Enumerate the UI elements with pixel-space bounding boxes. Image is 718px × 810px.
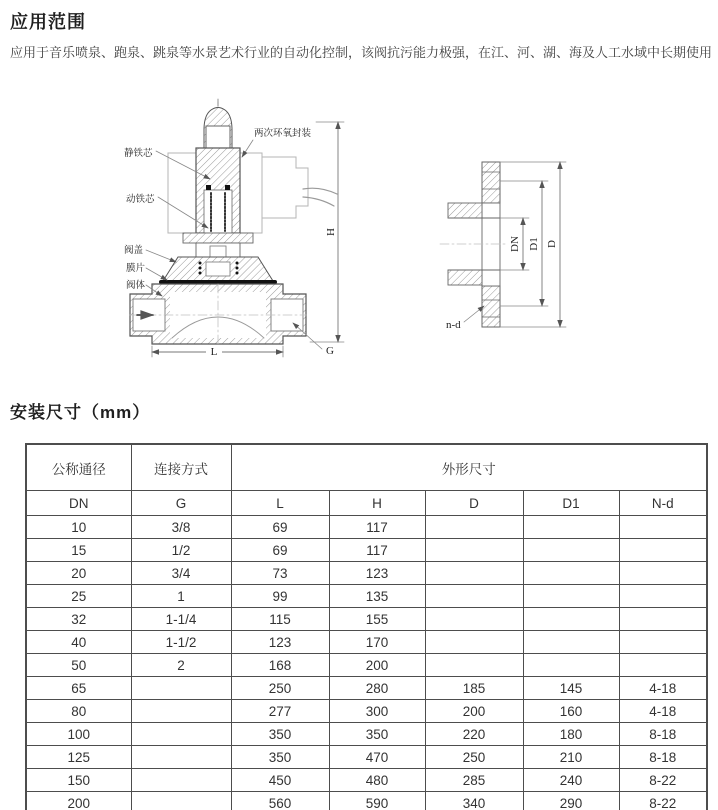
- table-cell: 8-18: [619, 723, 707, 746]
- table-cell: 25: [26, 585, 131, 608]
- table-row: [26, 700, 707, 723]
- table-row: [26, 608, 707, 631]
- table-cell: 285: [425, 769, 523, 792]
- table-cell: 1-1/4: [131, 608, 231, 631]
- table-cell: [619, 562, 707, 585]
- table-cell: 8-22: [619, 792, 707, 810]
- table-cell: 200: [26, 792, 131, 810]
- header-d1: D1: [523, 491, 619, 516]
- table-cell: 185: [425, 677, 523, 700]
- header-d: D: [425, 491, 523, 516]
- solenoid-valve-section-view: [124, 99, 344, 358]
- table-cell: [523, 608, 619, 631]
- table-cell: [131, 700, 231, 723]
- label-bonnet: 阀盖: [124, 245, 144, 256]
- label-diaphragm: 膜片: [126, 263, 146, 274]
- header-dn: DN: [26, 491, 131, 516]
- application-description: 应用于音乐喷泉、跑泉、跳泉等水景艺术行业的自动化控制，该阀抗污能力极强，在江、河、湖、海及人工水域中长期使用: [10, 45, 713, 60]
- table-row: [26, 654, 707, 677]
- label-epoxy-encapsulation: 两次环氧封装: [254, 128, 312, 139]
- table-cell: [523, 631, 619, 654]
- table-cell: 50: [26, 654, 131, 677]
- table-cell: 73: [231, 562, 329, 585]
- header-g: G: [131, 491, 231, 516]
- table-row: [26, 769, 707, 792]
- table-cell: 4-18: [619, 677, 707, 700]
- label-valve-body: 阀体: [126, 280, 146, 291]
- table-cell: 117: [329, 516, 425, 539]
- section-title-dimensions: 安装尺寸（mm）: [10, 403, 151, 422]
- table-cell: 450: [231, 769, 329, 792]
- table-cell: [425, 631, 523, 654]
- table-cell: 1: [131, 585, 231, 608]
- table-cell: 115: [231, 608, 329, 631]
- table-cell: 3/4: [131, 562, 231, 585]
- table-cell: 1-1/2: [131, 631, 231, 654]
- table-cell: 180: [523, 723, 619, 746]
- table-cell: 340: [425, 792, 523, 810]
- table-cell: 220: [425, 723, 523, 746]
- table-cell: 480: [329, 769, 425, 792]
- table-cell: 300: [329, 700, 425, 723]
- table-cell: [619, 608, 707, 631]
- table-cell: 168: [231, 654, 329, 677]
- table-cell: [425, 562, 523, 585]
- table-cell: [425, 608, 523, 631]
- table-cell: [523, 562, 619, 585]
- table-row: [26, 585, 707, 608]
- table-cell: 145: [523, 677, 619, 700]
- table-cell: 69: [231, 539, 329, 562]
- table-cell: [523, 654, 619, 677]
- table-cell: [619, 654, 707, 677]
- table-cell: [425, 654, 523, 677]
- table-cell: 590: [329, 792, 425, 810]
- dim-d-label: D: [546, 240, 558, 248]
- table-cell: 10: [26, 516, 131, 539]
- dim-nd-label: n-d: [446, 319, 461, 331]
- table-cell: 2: [131, 654, 231, 677]
- table-cell: 560: [231, 792, 329, 810]
- table-cell: 3/8: [131, 516, 231, 539]
- table-cell: 200: [425, 700, 523, 723]
- table-cell: 69: [231, 516, 329, 539]
- table-cell: 200: [329, 654, 425, 677]
- header-l: L: [231, 491, 329, 516]
- table-cell: 170: [329, 631, 425, 654]
- table-cell: [425, 539, 523, 562]
- table-cell: [131, 769, 231, 792]
- table-cell: 470: [329, 746, 425, 769]
- table-cell: 250: [231, 677, 329, 700]
- table-cell: [619, 631, 707, 654]
- dim-d1-label: D1: [528, 237, 540, 251]
- table-cell: 65: [26, 677, 131, 700]
- table-cell: [131, 677, 231, 700]
- table-cell: 8-18: [619, 746, 707, 769]
- table-cell: [425, 516, 523, 539]
- dim-dn-label: DN: [509, 236, 521, 252]
- label-moving-core: 动铁芯: [126, 194, 155, 205]
- table-cell: 290: [523, 792, 619, 810]
- table-row: [26, 631, 707, 654]
- table-cell: 135: [329, 585, 425, 608]
- table-cell: 4-18: [619, 700, 707, 723]
- table-cell: 210: [523, 746, 619, 769]
- table-row: [26, 723, 707, 746]
- dim-l-label: L: [210, 346, 218, 358]
- valve-technical-drawing: [0, 0, 718, 400]
- table-row: [26, 746, 707, 769]
- header-outline-dimensions: 外形尺寸: [231, 444, 707, 491]
- table-cell: [523, 516, 619, 539]
- header-h: H: [329, 491, 425, 516]
- table-header-group-row: [26, 444, 707, 491]
- table-row: [26, 792, 707, 810]
- table-cell: 8-22: [619, 769, 707, 792]
- table-cell: [131, 746, 231, 769]
- table-cell: 32: [26, 608, 131, 631]
- dim-h-label: H: [325, 228, 337, 236]
- table-cell: 15: [26, 539, 131, 562]
- table-cell: [523, 585, 619, 608]
- header-connection-type: 连接方式: [131, 444, 231, 491]
- table-cell: 1/2: [131, 539, 231, 562]
- header-nominal-diameter: 公称通径: [26, 444, 131, 491]
- table-cell: [131, 792, 231, 810]
- installation-dimensions-table: [25, 443, 708, 810]
- table-row: [26, 562, 707, 585]
- table-row: [26, 539, 707, 562]
- table-cell: 99: [231, 585, 329, 608]
- table-cell: 350: [231, 723, 329, 746]
- table-cell: 80: [26, 700, 131, 723]
- table-cell: 40: [26, 631, 131, 654]
- table-cell: 160: [523, 700, 619, 723]
- table-cell: [425, 585, 523, 608]
- table-cell: [131, 723, 231, 746]
- table-header-row: [26, 491, 707, 516]
- table-cell: 150: [26, 769, 131, 792]
- table-cell: [619, 539, 707, 562]
- table-cell: 280: [329, 677, 425, 700]
- table-cell: 350: [329, 723, 425, 746]
- table-cell: 123: [231, 631, 329, 654]
- label-static-core: 静铁芯: [124, 148, 153, 159]
- flange-section-view: [440, 162, 566, 331]
- table-cell: 117: [329, 539, 425, 562]
- table-row: [26, 516, 707, 539]
- section-title-application: 应用范围: [10, 12, 86, 32]
- table-cell: [523, 539, 619, 562]
- table-cell: 240: [523, 769, 619, 792]
- table-cell: 350: [231, 746, 329, 769]
- table-cell: 250: [425, 746, 523, 769]
- table-cell: 277: [231, 700, 329, 723]
- table-row: [26, 677, 707, 700]
- table-cell: 155: [329, 608, 425, 631]
- table-cell: [619, 585, 707, 608]
- table-cell: 123: [329, 562, 425, 585]
- table-cell: 125: [26, 746, 131, 769]
- table-cell: 100: [26, 723, 131, 746]
- dim-g-label: G: [326, 345, 334, 357]
- header-nd: N-d: [619, 491, 707, 516]
- table-cell: [619, 516, 707, 539]
- table-cell: 20: [26, 562, 131, 585]
